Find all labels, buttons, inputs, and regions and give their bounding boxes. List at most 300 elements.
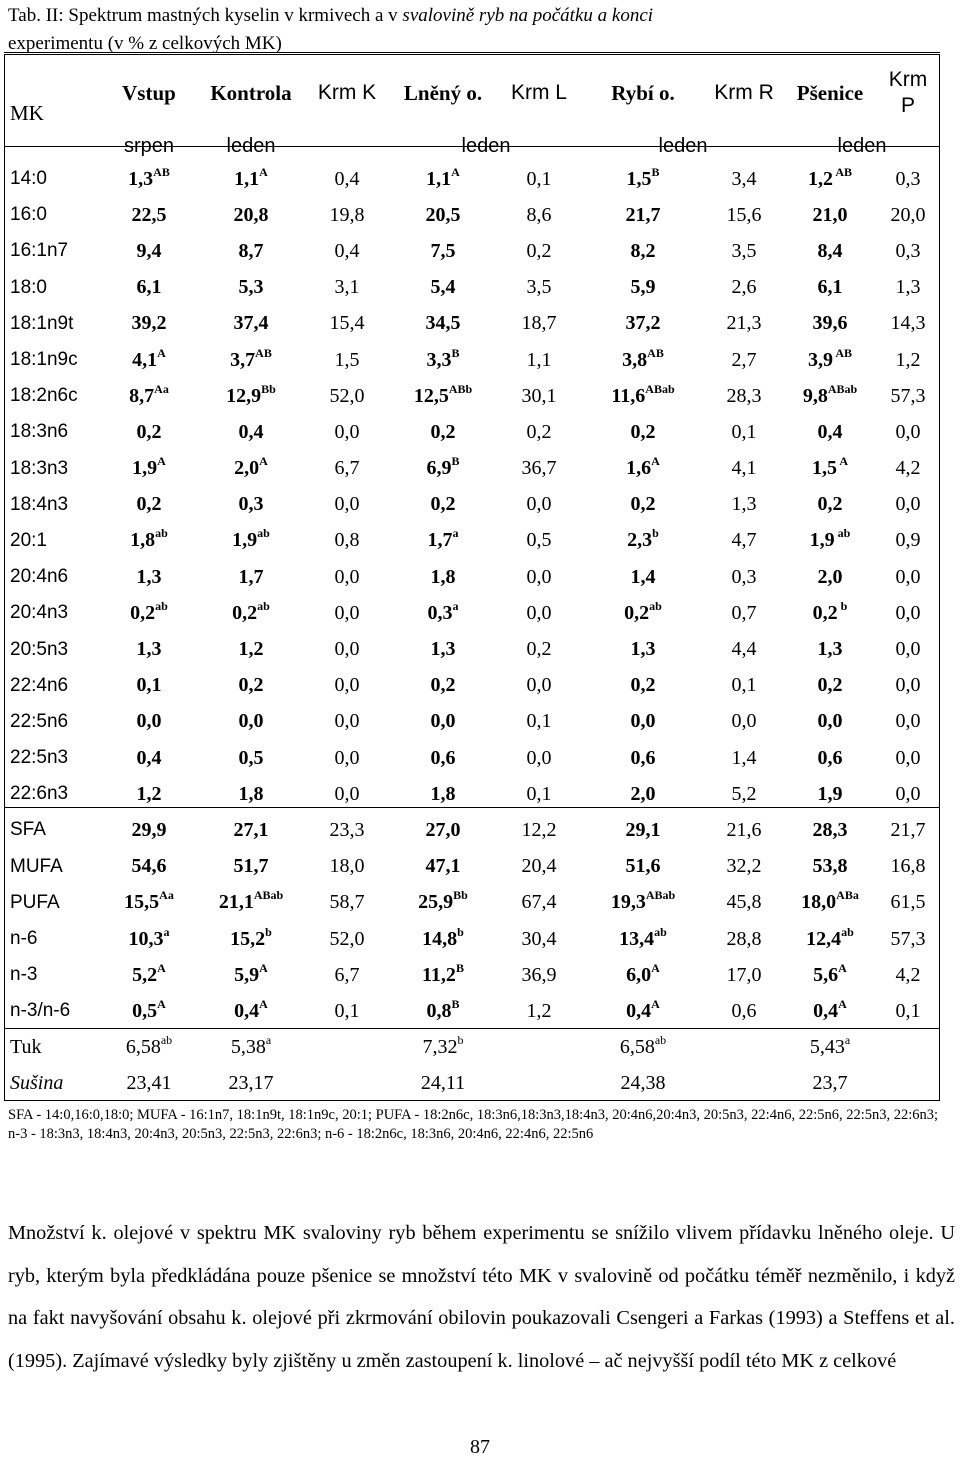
cell-value: 0,4 [813, 999, 839, 1022]
cell-value: 61,5 [890, 891, 926, 914]
cell-value: 4,1 [132, 348, 158, 371]
table-cell [704, 1066, 784, 1102]
table-cell [784, 161, 876, 197]
table-cell [876, 812, 940, 848]
table-cell [876, 559, 940, 595]
table-cell [582, 631, 704, 667]
cell-value: 21,3 [726, 312, 762, 335]
table-cell [784, 306, 876, 342]
table-cell [198, 595, 304, 631]
table-cell [784, 631, 876, 667]
significance-superscript: a [265, 1033, 272, 1047]
table-cell [784, 487, 876, 523]
cell-value: 0,0 [817, 710, 843, 733]
table-cell [496, 523, 582, 559]
table-cell [390, 668, 496, 704]
cell-value: 0,0 [895, 746, 921, 769]
table-cell [390, 1030, 496, 1066]
cell-value: 6,58 [619, 1036, 655, 1058]
header-date-leden-1: leden [226, 135, 276, 157]
cell-value: 20,4 [521, 855, 557, 878]
cell-value: 30,1 [521, 384, 557, 407]
cell-value: 6,58 [125, 1036, 161, 1058]
table-cell [784, 812, 876, 848]
cell-value: 2,7 [731, 348, 757, 371]
row-label: 18:1n9c [10, 349, 78, 371]
significance-superscript: Bb [453, 888, 468, 903]
cell-value: 0,0 [334, 782, 360, 805]
table-cell [582, 270, 704, 306]
table-cell [704, 197, 784, 233]
table-cell [784, 342, 876, 378]
table-cell [198, 233, 304, 269]
significance-superscript: A [259, 164, 268, 179]
rows-row [4, 270, 940, 306]
cell-value: 27,1 [233, 818, 269, 841]
table-cell [390, 704, 496, 740]
table-footnote: SFA - 14:0,16:0,18:0; MUFA - 16:1n7, 18:1n9t, 18:1n9c, 20:1; PUFA - 18:2n6c, 18:3n6,18:3n3,18:4n3, 20:4n6,20:4n3, 20:5n3, 22:4n6, 22:5n6, 22:5n3, 22:6n3; n-3 - 18:3n3, 18:4n3, 20:4n3, 20:5n3, 22:5n3, 22:6n3; n-6 - 18:2n6c, 18:3n6, 20:4n6, 22:4n6, 22:5n6 [8, 1107, 939, 1142]
table-cell [784, 559, 876, 595]
table-cell [704, 740, 784, 776]
table-cell [582, 921, 704, 957]
table-cell [496, 1030, 582, 1066]
cell-value: 6,1 [817, 276, 843, 299]
table-cell [582, 161, 704, 197]
cell-value: 0,1 [334, 999, 360, 1022]
cell-value: 1,2 [136, 782, 162, 805]
table-cell [198, 270, 304, 306]
cell-value: 8,4 [817, 239, 843, 262]
cell-value: 0,1 [731, 420, 757, 443]
table-cell [304, 740, 390, 776]
significance-superscript: ab [654, 924, 667, 939]
significance-superscript: B [451, 454, 460, 469]
cell-value: 0,6 [630, 746, 656, 769]
table-cell [784, 523, 876, 559]
header-krm-k-text: Krm K [317, 81, 377, 104]
rows-row [4, 631, 940, 667]
table-cell [100, 631, 198, 667]
table-cell [304, 812, 390, 848]
cell-value: 0,2 [232, 601, 258, 624]
table-cell [704, 487, 784, 523]
cell-value: 20,8 [233, 203, 269, 226]
table-cell [198, 921, 304, 957]
table-cell [704, 161, 784, 197]
cell-value: 11,6 [611, 384, 646, 407]
cell-value: 18,7 [521, 312, 557, 335]
cell-value: 1,4 [630, 565, 656, 588]
table-cell [784, 668, 876, 704]
significance-superscript: A [259, 454, 268, 469]
cell-value: 0,0 [895, 493, 921, 516]
summary-row [4, 957, 940, 993]
table-cell [876, 451, 940, 487]
table-cell [304, 306, 390, 342]
cell-value: 0,1 [526, 782, 552, 805]
cell-value: 0,2 [526, 638, 552, 661]
header-krm-l-text: Krm L [510, 81, 567, 104]
table-cell [304, 885, 390, 921]
table-cell [784, 704, 876, 740]
table-cell [876, 740, 940, 776]
table-cell [390, 1066, 496, 1102]
table-cell [198, 668, 304, 704]
table-cell [876, 197, 940, 233]
cell-value: 4,2 [895, 457, 921, 480]
cell-value: 5,38 [230, 1036, 266, 1058]
cell-value: 0,4 [626, 999, 652, 1022]
significance-superscript: b [457, 924, 464, 939]
header-krm-p-text: Krm P [888, 68, 928, 117]
cell-value: 0,2 [630, 493, 656, 516]
table-cell [876, 161, 940, 197]
table-caption [8, 2, 953, 58]
cell-value: 5,9 [630, 276, 656, 299]
table-cell [876, 849, 940, 885]
significance-superscript: ab [155, 598, 168, 613]
significance-superscript: Aa [154, 381, 169, 396]
cell-value: 1,2 [895, 348, 921, 371]
significance-superscript: A [651, 996, 660, 1011]
summary-row [4, 885, 940, 921]
row-label: 22:4n6 [10, 674, 69, 696]
table-cell [496, 378, 582, 414]
cell-value: 0,3 [731, 565, 757, 588]
cell-value: 12,2 [521, 818, 557, 841]
table-cell [704, 559, 784, 595]
table-cell [876, 487, 940, 523]
table-cell [784, 885, 876, 921]
table-cell [100, 921, 198, 957]
table-cell [390, 631, 496, 667]
table-cell [496, 668, 582, 704]
cell-value: 1,2 [807, 167, 833, 190]
cell-value: 0,0 [526, 601, 552, 624]
table-cell [100, 885, 198, 921]
cell-value: 53,8 [812, 855, 848, 878]
cell-value: 51,7 [233, 855, 269, 878]
cell-value: 10,3 [128, 927, 164, 950]
row-label: 22:6n3 [10, 783, 69, 805]
cell-value: 0,0 [895, 638, 921, 661]
significance-superscript: A [838, 960, 847, 975]
row-label: 20:4n3 [10, 602, 69, 624]
significance-superscript: b [837, 598, 848, 613]
significance-superscript: B [651, 164, 660, 179]
table-cell [496, 885, 582, 921]
cell-value: 0,2 [526, 420, 552, 443]
significance-superscript: A [157, 960, 166, 975]
cell-value: 0,0 [895, 782, 921, 805]
table-cell [876, 1030, 940, 1066]
table-cell [496, 921, 582, 957]
cell-value: 23,7 [812, 1072, 848, 1094]
table-cell [704, 378, 784, 414]
table-cell [304, 487, 390, 523]
cell-value: 3,5 [731, 239, 757, 262]
cell-value: 15,4 [329, 312, 365, 335]
table-cell [704, 306, 784, 342]
cell-value: 20,0 [890, 203, 926, 226]
table-cell [876, 957, 940, 993]
cell-value: 0,0 [895, 674, 921, 697]
table-cell [304, 1066, 390, 1102]
table-cell [704, 704, 784, 740]
cell-value: 28,3 [812, 818, 848, 841]
cell-value: 0,3 [895, 167, 921, 190]
table-cell [496, 704, 582, 740]
cell-value: 1,4 [731, 746, 757, 769]
table-cell [496, 487, 582, 523]
row-label: Sušina [10, 1072, 64, 1094]
significance-superscript: AB [647, 345, 664, 360]
significance-superscript: A [651, 454, 660, 469]
cell-value: 0,1 [731, 674, 757, 697]
cell-value: 1,2 [526, 999, 552, 1022]
cell-value: 58,7 [329, 891, 365, 914]
table-cell [876, 233, 940, 269]
table-cell [304, 161, 390, 197]
significance-superscript: ab [649, 598, 662, 613]
cell-value: 6,7 [334, 963, 360, 986]
table-cell [582, 342, 704, 378]
cell-value: 47,1 [425, 855, 461, 878]
cell-value: 6,9 [426, 457, 452, 480]
rows-row [4, 233, 940, 269]
table-cell [876, 342, 940, 378]
table-cell [496, 270, 582, 306]
significance-superscript: ABab [253, 888, 284, 903]
table-cell [876, 631, 940, 667]
cell-value: 0,9 [895, 529, 921, 552]
cell-value: 2,6 [731, 276, 757, 299]
table-cell [496, 595, 582, 631]
cell-value: 0,3 [895, 239, 921, 262]
table-cell [100, 595, 198, 631]
table-cell [582, 378, 704, 414]
rule-summary [4, 807, 940, 808]
cell-value: 0,2 [817, 674, 843, 697]
table-cell [496, 451, 582, 487]
table-cell [100, 668, 198, 704]
cell-value: 0,2 [812, 601, 838, 624]
table-cell [876, 1066, 940, 1102]
significance-superscript: A [451, 164, 460, 179]
cell-value: 2,3 [627, 529, 653, 552]
cell-value: 30,4 [521, 927, 557, 950]
cell-value: 8,7 [129, 384, 155, 407]
cell-value: 0,0 [895, 565, 921, 588]
cell-value: 21,7 [890, 818, 926, 841]
table-cell [704, 233, 784, 269]
table-cell [876, 704, 940, 740]
significance-superscript: a [844, 1033, 851, 1047]
cell-value: 5,3 [238, 276, 264, 299]
table-cell [496, 812, 582, 848]
cell-value: 0,6 [430, 746, 456, 769]
cell-value: 1,3 [895, 276, 921, 299]
body-paragraph: Množství k. olejové v spektru MK svaloviny ryb během experimentu se snížilo vlivem přídavku lněného oleje. U ryb, kterým byla předkládána pouze pšenice se množství této MK v svalovině od počátku téměř nezměnilo, i když na fakt navyšování obsahu k. olejové při zkrmování obilovin poukazovali Csengeri a Farkas (1993) a Steffens et al.(1995). Zajímavé výsledky byly zjištěny u změn zastoupení k. linolové – ač nejvyšší podíl této MK z celkové [8, 1222, 955, 1372]
table-cell [390, 233, 496, 269]
table-cell [390, 342, 496, 378]
cell-value: 1,8 [238, 782, 264, 805]
table-cell [100, 523, 198, 559]
cell-value: 52,0 [329, 384, 365, 407]
header-krm-r-text: Krm R [714, 81, 774, 104]
table-cell [704, 1030, 784, 1066]
table-cell [390, 197, 496, 233]
page-number: 87 [470, 1436, 490, 1458]
significance-superscript: a [452, 598, 459, 613]
row-label: n-3 [10, 964, 38, 986]
table-cell [704, 342, 784, 378]
table-cell [304, 957, 390, 993]
table-cell [304, 197, 390, 233]
table-cell [582, 523, 704, 559]
cell-value: 15,2 [230, 927, 266, 950]
table-cell [390, 378, 496, 414]
table-cell [390, 595, 496, 631]
cell-value: 19,8 [329, 203, 365, 226]
significance-superscript: a [163, 924, 170, 939]
table-cell [100, 342, 198, 378]
table-cell [390, 812, 496, 848]
cell-value: 0,2 [136, 493, 162, 516]
cell-value: 13,4 [619, 927, 655, 950]
cell-value: 1,7 [238, 565, 264, 588]
cell-value: 20,5 [425, 203, 461, 226]
table-cell [198, 487, 304, 523]
row-label: 18:3n3 [10, 457, 69, 479]
cell-value: 6,7 [334, 457, 360, 480]
table-cell [100, 740, 198, 776]
table-cell [784, 233, 876, 269]
cell-value: 12,9 [226, 384, 262, 407]
table-cell [100, 270, 198, 306]
rows-row [4, 740, 940, 776]
table-cell [304, 523, 390, 559]
table-cell [496, 559, 582, 595]
cell-value: 15,6 [726, 203, 762, 226]
table-cell [582, 1066, 704, 1102]
cell-value: 24,11 [420, 1072, 466, 1094]
table-cell [100, 197, 198, 233]
cell-value: 11,2 [422, 963, 456, 986]
cell-value: 3,4 [731, 167, 757, 190]
row-label: n-6 [10, 928, 38, 950]
significance-superscript: ABab [645, 381, 675, 396]
cell-value: 0,0 [334, 420, 360, 443]
cell-value: 0,2 [630, 674, 656, 697]
cell-value: 21,0 [812, 203, 848, 226]
table-cell [582, 451, 704, 487]
table-cell [390, 414, 496, 450]
table-cell [198, 523, 304, 559]
cell-value: 2,0 [234, 457, 260, 480]
significance-superscript: A [157, 454, 166, 469]
rows-row [4, 378, 940, 414]
cell-value: 67,4 [521, 891, 557, 914]
rows-row [4, 197, 940, 233]
table-cell [784, 378, 876, 414]
row-label: 20:1 [10, 529, 47, 551]
table-cell [304, 993, 390, 1029]
cell-value: 0,2 [430, 674, 456, 697]
cell-value: 0,2 [430, 420, 456, 443]
row-label: 18:4n3 [10, 493, 69, 515]
table-cell [582, 849, 704, 885]
cell-value: 1,3 [136, 638, 162, 661]
cell-value: 24,38 [620, 1072, 666, 1094]
table-cell [876, 595, 940, 631]
cell-value: 3,9 [807, 348, 833, 371]
cell-value: 23,41 [126, 1072, 172, 1094]
cell-value: 21,1 [218, 891, 254, 914]
cell-value: 1,2 [238, 638, 264, 661]
table-cell [304, 668, 390, 704]
cell-value: 5,2 [731, 782, 757, 805]
significance-superscript: ab [654, 1033, 667, 1047]
cell-value: 0,2 [817, 493, 843, 516]
rows-row [4, 342, 940, 378]
cell-value: 3,7 [230, 348, 256, 371]
table-cell [582, 812, 704, 848]
cell-value: 5,43 [809, 1036, 845, 1058]
cell-value: 4,4 [731, 638, 757, 661]
cell-value: 0,4 [234, 999, 260, 1022]
cell-value: 0,8 [426, 999, 452, 1022]
rule-fish [4, 1028, 940, 1029]
cell-value: 18,0 [329, 855, 365, 878]
cell-value: 0,8 [334, 529, 360, 552]
rows-row [4, 487, 940, 523]
table-cell [198, 812, 304, 848]
table-cell [582, 306, 704, 342]
header-date-srpen: srpen [123, 135, 175, 157]
rows-row [4, 161, 940, 197]
table-cell [704, 631, 784, 667]
row-label: MUFA [10, 855, 63, 877]
cell-value: 5,4 [430, 276, 456, 299]
cell-value: 9,4 [136, 239, 162, 262]
table-cell [704, 849, 784, 885]
table-cell [496, 161, 582, 197]
table-cell [100, 849, 198, 885]
significance-superscript: ab [160, 1033, 173, 1047]
table-cell [100, 161, 198, 197]
table-cell [198, 993, 304, 1029]
table-cell [304, 704, 390, 740]
header-krm-r [704, 54, 784, 132]
table-cell [582, 487, 704, 523]
table-cell [582, 740, 704, 776]
table-cell [198, 342, 304, 378]
cell-value: 0,0 [334, 746, 360, 769]
cell-value: 19,3 [610, 891, 646, 914]
significance-superscript: AB [832, 164, 852, 179]
cell-value: 0,0 [630, 710, 656, 733]
row-label: SFA [10, 819, 46, 841]
significance-superscript: b [457, 1033, 464, 1047]
cell-value: 0,0 [136, 710, 162, 733]
rows-row [4, 559, 940, 595]
cell-value: 8,6 [526, 203, 552, 226]
table-cell [100, 306, 198, 342]
cell-value: 0,3 [427, 601, 453, 624]
table-cell [704, 414, 784, 450]
significance-superscript: a [452, 526, 459, 541]
